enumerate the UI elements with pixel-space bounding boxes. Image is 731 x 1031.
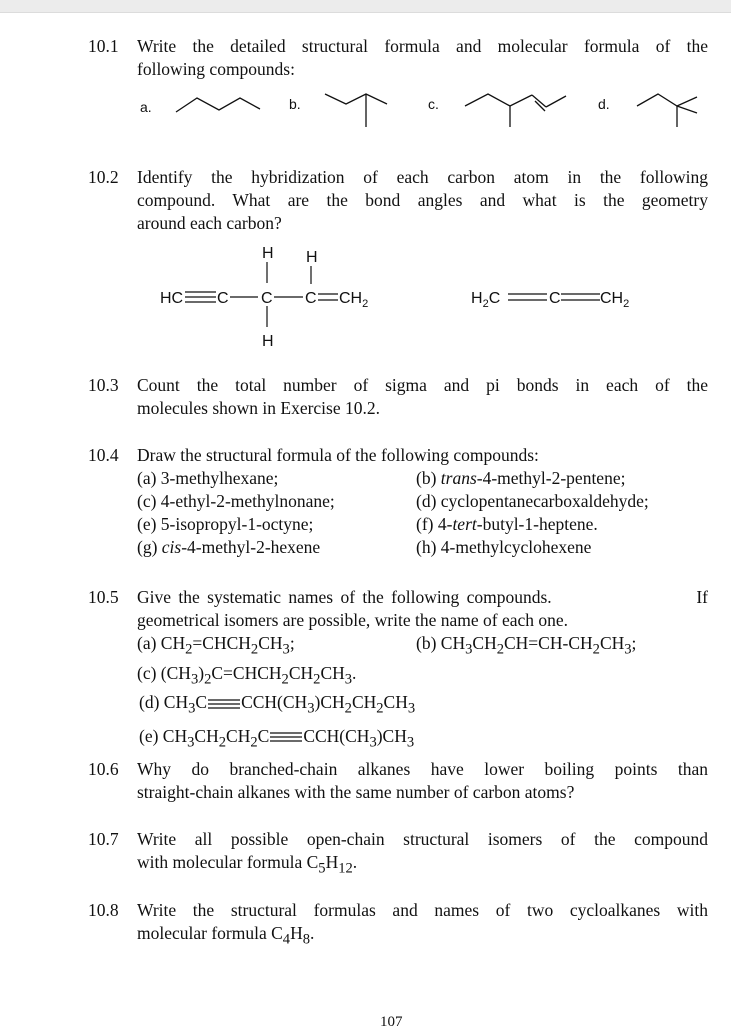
- item-g: (g) cis-4-methyl-2-hexene: [137, 537, 321, 557]
- atom-ch2: $CH_2$: [600, 290, 630, 310]
- item-row: [137, 536, 708, 559]
- item-c: (c) 4-ethyl-2-methylnonane;: [137, 491, 335, 511]
- question-number: 10.8: [88, 900, 119, 920]
- item-row: [137, 467, 708, 490]
- label-c: c.: [428, 96, 439, 112]
- question-number: 10.3: [88, 375, 119, 395]
- item-e: (e) $CH_3CH_2CH_2C$ $CCH(CH_3)CH_3$: [139, 725, 415, 750]
- item-e: (e) 5-isopropyl-1-octyne;: [137, 514, 314, 534]
- atom-c-central: C: [549, 290, 561, 307]
- skeletal-structure-b: [325, 94, 387, 104]
- skeletal-structures: [0, 0, 731, 140]
- question-text: Give the systematic names of the following compounds. If geometrical isomers are possible, write the name of each one. (a) $CH_2=CHCH_2CH_3$; (b) $CH_3CH_2CH=CH-CH_2CH_3$; (c) $(CH_3)_2C=CHCH_2CH_2CH_3$. (d) $CH_3C$ $CCH(CH_3)CH_2CH_2CH_3$ (e) $CH_3CH_2CH_2C$ $CCH(CH_3)CH_3$: [137, 586, 708, 754]
- item-d: (d) $CH_3C$ $CCH(CH_3)CH_2CH_2CH_3$: [139, 692, 416, 717]
- structure-diagram-10-2: [0, 240, 731, 355]
- question-number: 10.4: [88, 445, 119, 465]
- atom-h2c: $H_2C$: [471, 290, 501, 310]
- item-a: (a) $CH_2=CHCH_2CH_3$;: [137, 633, 295, 658]
- question-number: 10.1: [88, 36, 119, 56]
- page-number: 107: [380, 1014, 403, 1030]
- question-10-2: [88, 166, 708, 238]
- question-10-8: [88, 899, 708, 949]
- triple-bond: [185, 292, 216, 302]
- question-10-7: [88, 828, 708, 878]
- atom-ch2: $CH_2$: [339, 290, 369, 310]
- question-text: Identify the hybridization of each carbon atom in the following compound. What are the bond angles and what is the geometry around each carbon?: [137, 167, 708, 233]
- question-text: Draw the structural formula of the following compounds: (a) 3-methylhexane; (b) trans-4-methyl-2-pentene; (c) 4-ethyl-2-methylnonane; (d) cyclopentanecarboxaldehyde; (e) 5-isopropyl-1-octyne; (f) 4-tert-butyl-1-heptene. (g) cis-4-methyl-2-hexene (h) 4-methylcyclohexene: [137, 444, 708, 559]
- skeletal-structure-d: [637, 94, 697, 127]
- item-a: (a) 3-methylhexane;: [137, 468, 279, 488]
- question-text: Write all possible open-chain structural isomers of the compound with molecular formula $C_5H_{12}$.: [137, 829, 708, 877]
- atom-c1: C: [217, 290, 229, 307]
- label-d: d.: [598, 96, 610, 112]
- question-10-6: [88, 758, 708, 808]
- atom-c2: C: [261, 290, 273, 307]
- item-f: (f) 4-tert-butyl-1-heptene.: [416, 514, 598, 534]
- item-h: (h) 4-methylcyclohexene: [416, 537, 592, 557]
- item-c: (c) $(CH_3)_2C=CHCH_2CH_2CH_3$.: [137, 662, 357, 687]
- item-b: (b) $CH_3CH_2CH=CH-CH_2CH_3$;: [416, 633, 637, 658]
- question-number: 10.2: [88, 167, 119, 187]
- question-text: Write the structural formulas and names of two cycloalkanes with molecular formula $C_4H_8$.: [137, 900, 708, 948]
- intro-line: Give the systematic names of the following compounds. If: [137, 587, 708, 607]
- item-b: (b) trans-4-methyl-2-pentene;: [416, 468, 626, 488]
- atom-h-top-c2: H: [262, 245, 274, 262]
- double-bond: [561, 294, 600, 300]
- question-number: 10.5: [88, 587, 119, 607]
- item-row: [137, 513, 708, 536]
- double-bond: [318, 294, 338, 300]
- question-10-3: [88, 374, 708, 424]
- question-text: Why do branched-chain alkanes have lower boiling points than straight-chain alkanes with the same number of carbon atoms?: [137, 759, 708, 802]
- item-d: (d) cyclopentanecarboxaldehyde;: [416, 491, 649, 511]
- question-number: 10.7: [88, 829, 119, 849]
- atom-c3: C: [305, 290, 317, 307]
- triple-bond: [207, 697, 241, 711]
- question-10-4: [88, 444, 708, 564]
- atom-h-bottom-c2: H: [262, 333, 274, 350]
- double-bond: [508, 294, 547, 300]
- skeletal-structure-a: [176, 98, 260, 112]
- atom-h-top-c3: H: [306, 249, 318, 266]
- label-b: b.: [289, 96, 301, 112]
- item-row: [137, 490, 708, 513]
- label-a: a.: [140, 99, 152, 115]
- skeletal-structure-c: [465, 94, 566, 127]
- question-10-5: [88, 586, 708, 750]
- triple-bond: [269, 730, 303, 744]
- question-text: Write the detailed structural formula and molecular formula of the following compounds:: [137, 36, 708, 79]
- question-number: 10.6: [88, 759, 119, 779]
- atom-hc: HC: [160, 290, 184, 307]
- question-text: Count the total number of sigma and pi bonds in each of the molecules shown in Exercise 10.2.: [137, 375, 708, 418]
- item-row: [137, 632, 708, 662]
